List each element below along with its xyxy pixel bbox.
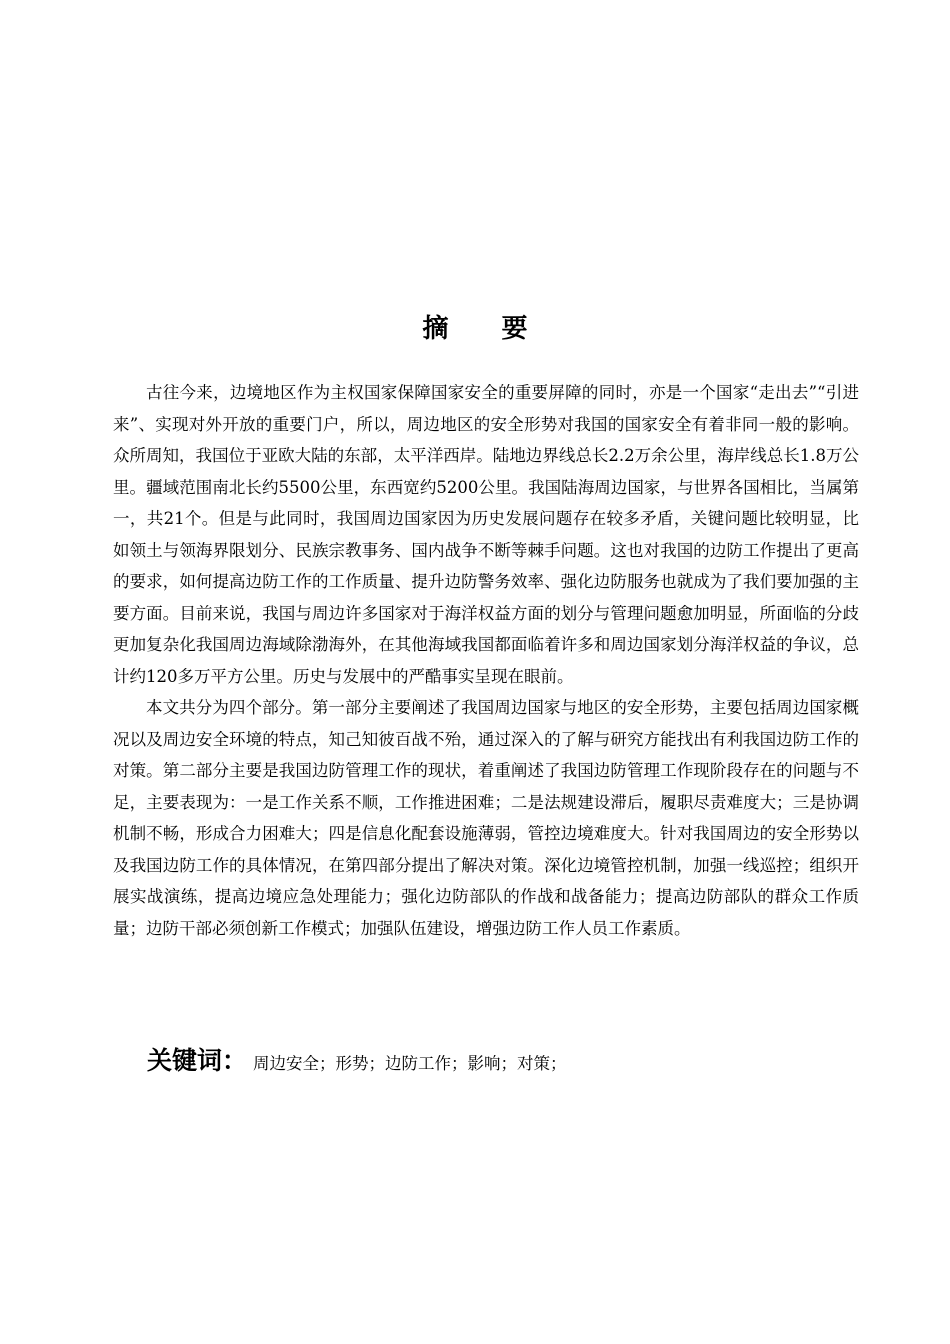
abstract-title: 摘 要 [422,314,550,344]
keywords-text: 周边安全；形势；边防工作；影响；对策； [253,1054,567,1073]
abstract-paragraph-2: 本文共分为四个部分。第一部分主要阐述了我国周边国家与地区的安全形势，主要包括周边国家概况以及周边安全环境的特点，知己知彼百战不殆，通过深入的了解与研究方能找出有利我国边防工作的对策。第二部分主要是我国边防管理工作的现状，着重阐述了我国边防管理工作现阶段存在的问题与不足，主要表现为：一是工作关系不顺，工作推进困难；二是法规建设滞后，履职尽责难度大；三是协调机制不畅，形成合力困难大；四是信息化配套设施薄弱，管控边境难度大。针对我国周边的安全形势以及我国边防工作的具体情况，在第四部分提出了解决对策。深化边境管控机制，加强一线巡控；组织开展实战演练，提高边境应急处理能力；强化边防部队的作战和战备能力；提高边防部队的群众工作质量；边防干部必须创新工作模式；加强队伍建设，增强边防工作人员工作素质。 [113,698,859,938]
abstract-paragraph-1: 古往今来，边境地区作为主权国家保障国家安全的重要屏障的同时，亦是一个国家“走出去”“引进来”、实现对外开放的重要门户，所以，周边地区的安全形势对我国的国家安全有着非同一般的影响。众所周知，我国位于亚欧大陆的东部，太平洋西岸。陆地边界线总长2.2万余公里，海岸线总长1.8万公里。疆域范围南北长约5500公里，东西宽约5200公里。我国陆海周边国家，与世界各国相比，当属第一，共21个。但是与此同时，我国周边国家因为历史发展问题存在较多矛盾，关键问题比较明显，比如领土与领海界限划分、民族宗教事务、国内战争不断等棘手问题。这也对我国的边防工作提出了更高的要求，如何提高边防工作的工作质量、提升边防警务效率、强化边防服务也就成为了我们要加强的主要方面。目前来说，我国与周边许多国家对于海洋权益方面的划分与管理问题愈加明显，所面临的分歧更加复杂化我国周边海域除渤海外，在其他海域我国都面临着许多和周边国家划分海洋权益的争议，总计约120多万平方公里。历史与发展中的严酷事实呈现在眼前。 [113,383,859,686]
keywords-line [147,1041,847,1077]
keywords-label: 关键词： [147,1046,248,1075]
abstract-body [113,377,859,944]
